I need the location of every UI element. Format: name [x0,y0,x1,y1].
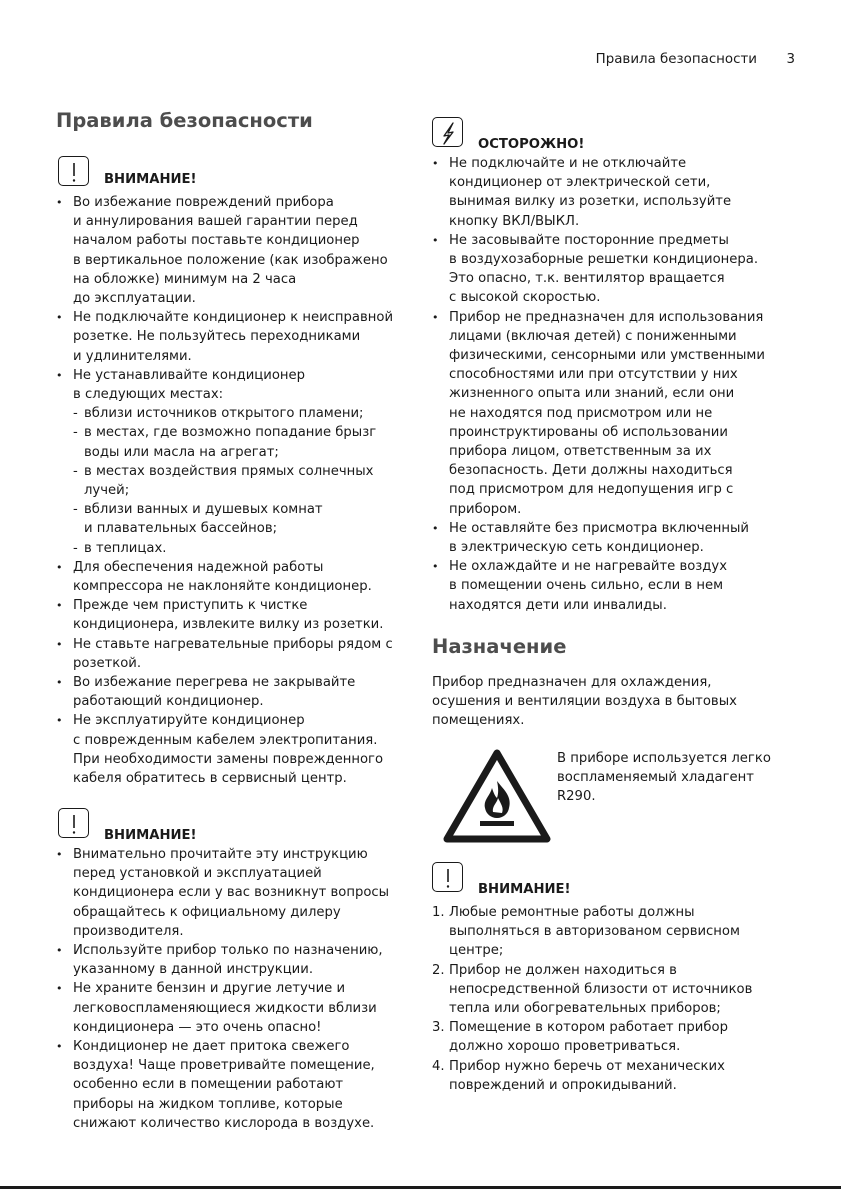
list-item [56,845,389,941]
item-number: 1. [432,905,445,920]
text-line: Это опасно, т.к. вентилятор вращается [449,271,725,287]
attention-label: ВНИМАНИЕ! [104,828,197,843]
text-line: и плавательных бассейнов; [84,521,278,537]
text-line: • Не засовывайте посторонние предметы [449,232,729,248]
sub-list-item [73,539,393,558]
sub-list-item [73,500,393,538]
text-line: безопасность. Дети должны находиться [449,463,733,479]
list-item [56,558,393,596]
text-line: в электрическую сеть кондиционер. [449,540,704,556]
text-line: производителя. [73,923,184,939]
list-item [56,193,393,308]
list-item [56,1037,389,1133]
text-line: на обложке) минимум на 2 часа [73,271,297,287]
text-line: прибором. [449,501,522,517]
text-line: выполняться в авторизованом сервисном [449,924,740,940]
text-line: • Внимательно прочитайте эту инструкцию [73,847,368,862]
text-line: • Не подключайте и не отключайте [449,156,687,171]
list-item [56,366,393,558]
text-line: жизненного опыта или знаний, если они [449,386,735,402]
text-line: воды или масла на агрегат; [84,444,279,460]
text-line: в помещении очень сильно, если в нем [449,578,724,594]
dash-marker: - [73,406,78,422]
text-line: указанному в данной инструкции. [73,962,314,978]
purpose-text [432,673,737,731]
numbered-item [432,961,752,1019]
text-line: особенно если в помещении работают [73,1077,344,1093]
text-line: Любые ремонтные работы должны [449,905,695,920]
list-item [432,519,765,557]
text-line: • Прибор не предназначен для использования [449,309,764,325]
section-title-purpose: Назначение [432,635,567,658]
text-line: • Не храните бензин и другие летучие и [73,981,346,997]
item-number: 3. [432,1020,445,1036]
list-item [432,231,765,308]
text-line: в теплицах. [84,540,167,556]
list-item [56,596,393,634]
text-line: в воздухозаборные решетки кондиционера. [449,252,759,268]
text-line: прибора лицом, ответственным за их [449,444,712,460]
sub-list-item [73,423,393,461]
list-item [56,635,393,673]
numbered-item [432,1057,752,1095]
text-line: вынимая вилку из розетки, используйте [449,194,732,210]
text-line: кондиционера — это очень опасно! [73,1019,322,1035]
attention-note-1 [58,156,258,188]
text-line: Помещение в котором работает прибор [449,1020,728,1036]
attention-2-list [56,845,389,1133]
text-line: кондиционера если у вас возникнут вопросы [73,885,390,901]
item-number: 4. [432,1058,445,1074]
list-item [56,673,393,711]
exclamation-icon [432,862,463,892]
text-line: в вертикальное положение (как изображено [73,252,388,268]
text-line: осушения и вентиляции воздуха в бытовых [432,694,737,710]
text-line: В приборе используется легко [557,751,771,766]
sub-list-item [73,462,393,500]
text-line: перед установкой и эксплуатацией [73,866,322,882]
text-line: физическими, сенсорными или умственными [449,348,765,364]
text-line: находятся дети или инвалиды. [449,597,667,613]
numbered-item [432,1018,752,1056]
text-line: • Используйте прибор только по назначению, [73,943,383,959]
flammable-icon [442,748,552,844]
dash-marker: - [73,502,78,518]
list-item [432,154,765,231]
text-line: лицами (включая детей) с пониженными [449,328,737,344]
flammable-text [557,749,771,807]
text-line: • Не подключайте кондиционер к неисправной [73,310,394,326]
text-line: воздуха! Чаще проветривайте помещение, [73,1058,375,1074]
text-line: и удлинителями. [73,348,192,364]
lightning-icon [432,117,463,147]
exclamation-icon [58,808,89,838]
text-line: кондиционер от электрической сети, [449,175,711,191]
section-title-safety: Правила безопасности [56,109,313,132]
dash-marker: - [73,425,78,441]
text-line: повреждений и опрокидываний. [449,1077,677,1093]
list-item [432,308,765,519]
list-item [432,557,765,615]
text-line: • Не эксплуатируйте кондиционер [73,713,305,729]
list-item [56,711,393,788]
attention-note-2 [58,808,258,843]
text-line: компрессора не наклоняйте кондиционер. [73,579,372,595]
text-line: • Не ставьте нагревательные приборы рядом с [73,636,393,652]
sub-list-item [73,404,393,423]
text-line: • Кондиционер не дает притока свежего [73,1039,350,1055]
text-line: должно хорошо проветриваться. [449,1039,681,1055]
text-line: проинструктированы об использовании [449,424,728,440]
caution-label: ОСТОРОЖНО! [478,137,585,152]
list-item [56,979,389,1037]
text-line: с высокой скоростью. [449,290,601,306]
text-line: до эксплуатации. [73,291,196,307]
text-line: вблизи источников открытого пламени; [84,406,364,422]
text-line: • Не охлаждайте и не нагревайте воздух [449,559,728,575]
text-line: в местах воздействия прямых солнечных [84,463,374,479]
attention-label: ВНИМАНИЕ! [478,882,571,897]
attention-3-list [432,903,752,1095]
text-line: воспламеняемый хладагент [557,770,754,786]
text-line: не находятся под присмотром или не [449,405,713,421]
text-line: Прибор нужно беречь от механических [449,1058,725,1074]
running-title: Правила безопасности [595,52,757,67]
text-line: • Прежде чем приступить к чистке [73,598,308,614]
text-line: тепла или обогревательных приборов; [449,1001,721,1017]
text-line: • Для обеспечения надежной работы [73,559,324,575]
caution-note [432,117,632,152]
dash-marker: - [73,540,78,556]
text-line: розеткой. [73,655,142,671]
list-item [56,941,389,979]
text-line: центре; [449,943,504,959]
text-line: помещениях. [432,713,525,729]
list-item [56,308,393,366]
text-line: Прибор не должен находиться в [449,962,677,978]
text-line: началом работы поставьте кондиционер [73,233,360,249]
text-line: Прибор предназначен для охлаждения, [432,675,712,690]
text-line: • Не устанавливайте кондиционер [73,367,305,383]
exclamation-icon [58,156,89,186]
text-line: под присмотром для недопущения игр с [449,482,734,498]
text-line: приборы на жидком топливе, которые [73,1096,343,1112]
text-line: розетке. Не пользуйтесь переходниками [73,329,361,345]
text-line: • Во избежание перегрева не закрывайте [73,675,356,691]
text-line: вблизи ванных и душевых комнат [84,502,323,518]
text-line: снижают количество кислорода в воздухе. [73,1115,375,1131]
text-line: в следующих местах: [73,387,224,403]
text-line: кабеля обратитесь в сервисный центр. [73,771,347,787]
text-line: легковоспламеняющиеся жидкости вблизи [73,1000,377,1016]
text-line: обращайтесь к официальному дилеру [73,904,341,920]
attention-label: ВНИМАНИЕ! [104,172,197,187]
text-line: и аннулирования вашей гарантии перед [73,214,358,230]
text-line: лучей; [84,483,130,499]
caution-list [432,154,765,615]
text-line: • Во избежание повреждений прибора [73,195,334,210]
text-line: кондиционера, извлеките вилку из розетки. [73,617,384,633]
attention-note-3 [432,862,632,897]
text-line: работающий кондиционер. [73,694,264,710]
text-line: При необходимости замены поврежденного [73,751,384,767]
page-number: 3 [786,52,795,67]
text-line: R290. [557,789,596,805]
text-line: кнопку ВКЛ/ВЫКЛ. [449,213,580,229]
attention-1-list [56,193,393,788]
text-line: с поврежденным кабелем электропитания. [73,732,378,748]
item-number: 2. [432,962,445,978]
text-line: в местах, где возможно попадание брызг [84,425,377,441]
text-line: • Не оставляйте без присмотра включенный [449,520,750,536]
dash-marker: - [73,463,78,479]
text-line: непосредственной близости от источников [449,981,753,997]
flammable-warning [432,746,792,846]
numbered-item [432,903,752,961]
text-line: способностями или при отсутствии у них [449,367,738,383]
